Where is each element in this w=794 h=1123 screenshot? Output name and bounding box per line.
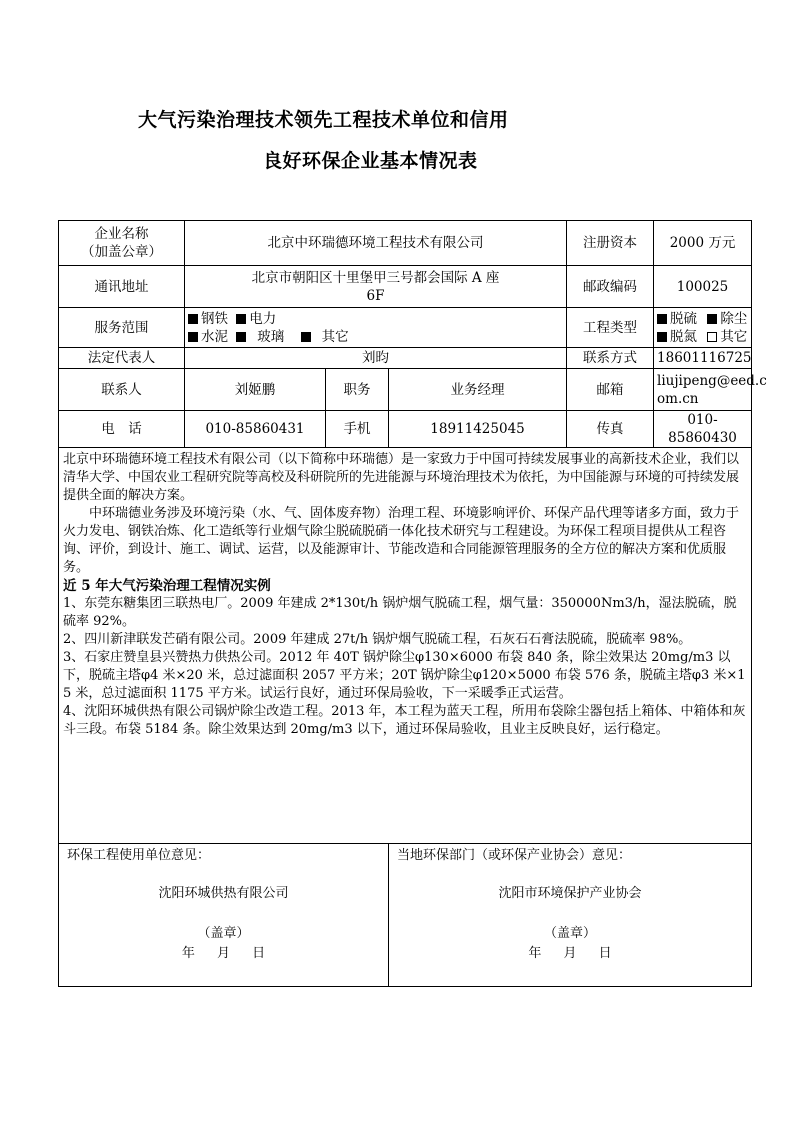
env-dept-date: 年 月 日 [528, 946, 612, 961]
company-name-value: 北京中环瑞德环境工程技术有限公司 [185, 221, 567, 266]
document-title-line2: 良好环保企业基本情况表 [263, 150, 478, 172]
env-dept-opinion-label: 当地环保部门（或环保产业协会）意见： [397, 848, 632, 863]
address-line2: 6F [366, 287, 385, 304]
fax-label: 传真 [567, 411, 654, 448]
user-unit-opinion-label: 环保工程使用单位意见： [67, 848, 211, 863]
contact-person-label: 联系人 [59, 369, 185, 411]
company-name-label: 企业名称 [94, 226, 149, 242]
project-type-label: 工程类型 [567, 308, 654, 348]
address-value-cell [185, 266, 567, 308]
legal-rep-label: 法定代表人 [59, 348, 185, 369]
contact-person-value: 刘姬鹏 [185, 369, 326, 411]
project-type-desulfur: 脱硫 [670, 310, 698, 327]
company-info-table [58, 220, 767, 987]
mobile-label: 手机 [326, 411, 389, 448]
cases-title: 近 5 年大气污染治理工程情况实例 [63, 578, 271, 594]
case-item: 1、东莞东糖集团三联热电厂。2009 年建成 2*130t/h 锅炉烟气脱硫工程，烟气量：350000Nm3/h，湿法脱硫，脱硫率 92%。 [63, 596, 737, 629]
company-name-sublabel: （加盖公章） [81, 244, 162, 260]
project-type-value [654, 308, 752, 348]
checkbox-checked-icon [657, 314, 667, 324]
position-label: 职务 [326, 369, 389, 411]
service-item-power: 电力 [249, 310, 277, 327]
checkbox-checked-icon [236, 332, 246, 342]
env-dept-seal: （盖章） [544, 926, 597, 941]
email-value-cell [654, 369, 767, 411]
company-name-label-cell [59, 221, 185, 266]
service-item-other: 其它 [321, 328, 349, 345]
env-dept-org: 沈阳市环境保护产业协会 [498, 886, 642, 901]
reg-capital-label: 注册资本 [567, 221, 654, 266]
service-scope-label: 服务范围 [59, 308, 185, 348]
legal-rep-value: 刘昀 [185, 348, 567, 369]
address-line1: 北京市朝阳区十里堡甲三号都会国际 A 座 [251, 269, 500, 286]
service-item-cement: 水泥 [201, 328, 228, 345]
service-scope-value [185, 308, 567, 348]
project-type-denitration: 脱氮 [670, 328, 698, 345]
document-title-line1: 大气污染治理技术领先工程技术单位和信用 [138, 109, 509, 131]
contact-method-label: 联系方式 [567, 348, 654, 369]
service-item-glass: 玻璃 [257, 328, 285, 345]
checkbox-checked-icon [301, 332, 311, 342]
phone-value: 010-85860431 [185, 411, 326, 448]
user-unit-opinion [59, 844, 389, 987]
env-dept-opinion [389, 844, 752, 987]
email-line1: liujipeng@eed.c [657, 372, 767, 389]
fax-value: 010-85860430 [654, 411, 752, 448]
project-type-dust: 除尘 [720, 310, 748, 327]
case-item: 2、四川新津联发芒硝有限公司。2009 年建成 27t/h 锅炉烟气脱硫工程，石灰石石膏法脱硫，脱硫率 98%。 [63, 632, 692, 647]
mobile-value: 18911425045 [389, 411, 567, 448]
checkbox-empty-icon [707, 332, 717, 342]
checkbox-checked-icon [707, 314, 717, 324]
checkbox-checked-icon [188, 332, 198, 342]
email-label: 邮箱 [567, 369, 654, 411]
project-type-other: 其它 [720, 328, 748, 345]
contact-method-value: 18601116725 [654, 348, 752, 369]
case-item: 3、石家庄赞皇县兴赞热力供热公司。2012 年 40T 锅炉除尘φ130×6000 布袋 840 条，除尘效果达 20mg/m3 以下，脱硫主塔φ4 米×20 米，总过滤面积 2057 平方米；20T 锅炉除尘φ120×5000 布袋 576 条，脱硫主塔φ3 米×15 米，总过滤面积 1175 平方米。试运行良好，通过环保局验收，下一采暖季正式运营。 [63, 650, 746, 701]
postcode-label: 邮政编码 [567, 266, 654, 308]
position-value: 业务经理 [389, 369, 567, 411]
checkbox-checked-icon [188, 314, 198, 324]
user-unit-date: 年 月 日 [181, 946, 266, 961]
address-label: 通讯地址 [59, 266, 185, 308]
description-para1: 北京中环瑞德环境工程技术有限公司（以下简称中环瑞德）是一家致力于中国可持续发展事业的高新技术企业，我们以清华大学、中国农业工程研究院等高校及科研院所的先进能源与环境治理技术为依托，为中国能源与环境的可持续发展提供全面的解决方案。 [63, 452, 740, 503]
description-para2: 中环瑞德业务涉及环境污染（水、气、固体废弃物）治理工程、环境影响评价、环保产品代理等诸多方面，致力于火力发电、钢铁冶炼、化工造纸等行业烟气除尘脱硫脱硝一体化技术研究与工程建设。为环保工程项目提供从工程咨询、评价，到设计、施工、调试、运营，以及能源审计、节能改造和合同能源管理服务的全方位的解决方案和优质服务。 [63, 506, 740, 575]
postcode-value: 100025 [654, 266, 752, 308]
reg-capital-value: 2000 万元 [654, 221, 752, 266]
service-item-steel: 钢铁 [201, 310, 228, 327]
user-unit-seal: （盖章） [197, 926, 250, 941]
user-unit-org: 沈阳环城供热有限公司 [158, 886, 289, 901]
company-description [59, 448, 752, 844]
case-item: 4、沈阳环城供热有限公司锅炉除尘改造工程。2013 年，本工程为蓝天工程，所用布袋除尘器包括上箱体、中箱体和灰斗三段。布袋 5184 条。除尘效果达到 20mg/m3 以下，通过环保局验收，且业主反映良好，运行稳定。 [63, 704, 746, 737]
email-line2: om.cn [657, 390, 699, 407]
checkbox-checked-icon [236, 314, 246, 324]
checkbox-checked-icon [657, 332, 667, 342]
phone-label: 电 话 [59, 411, 185, 448]
